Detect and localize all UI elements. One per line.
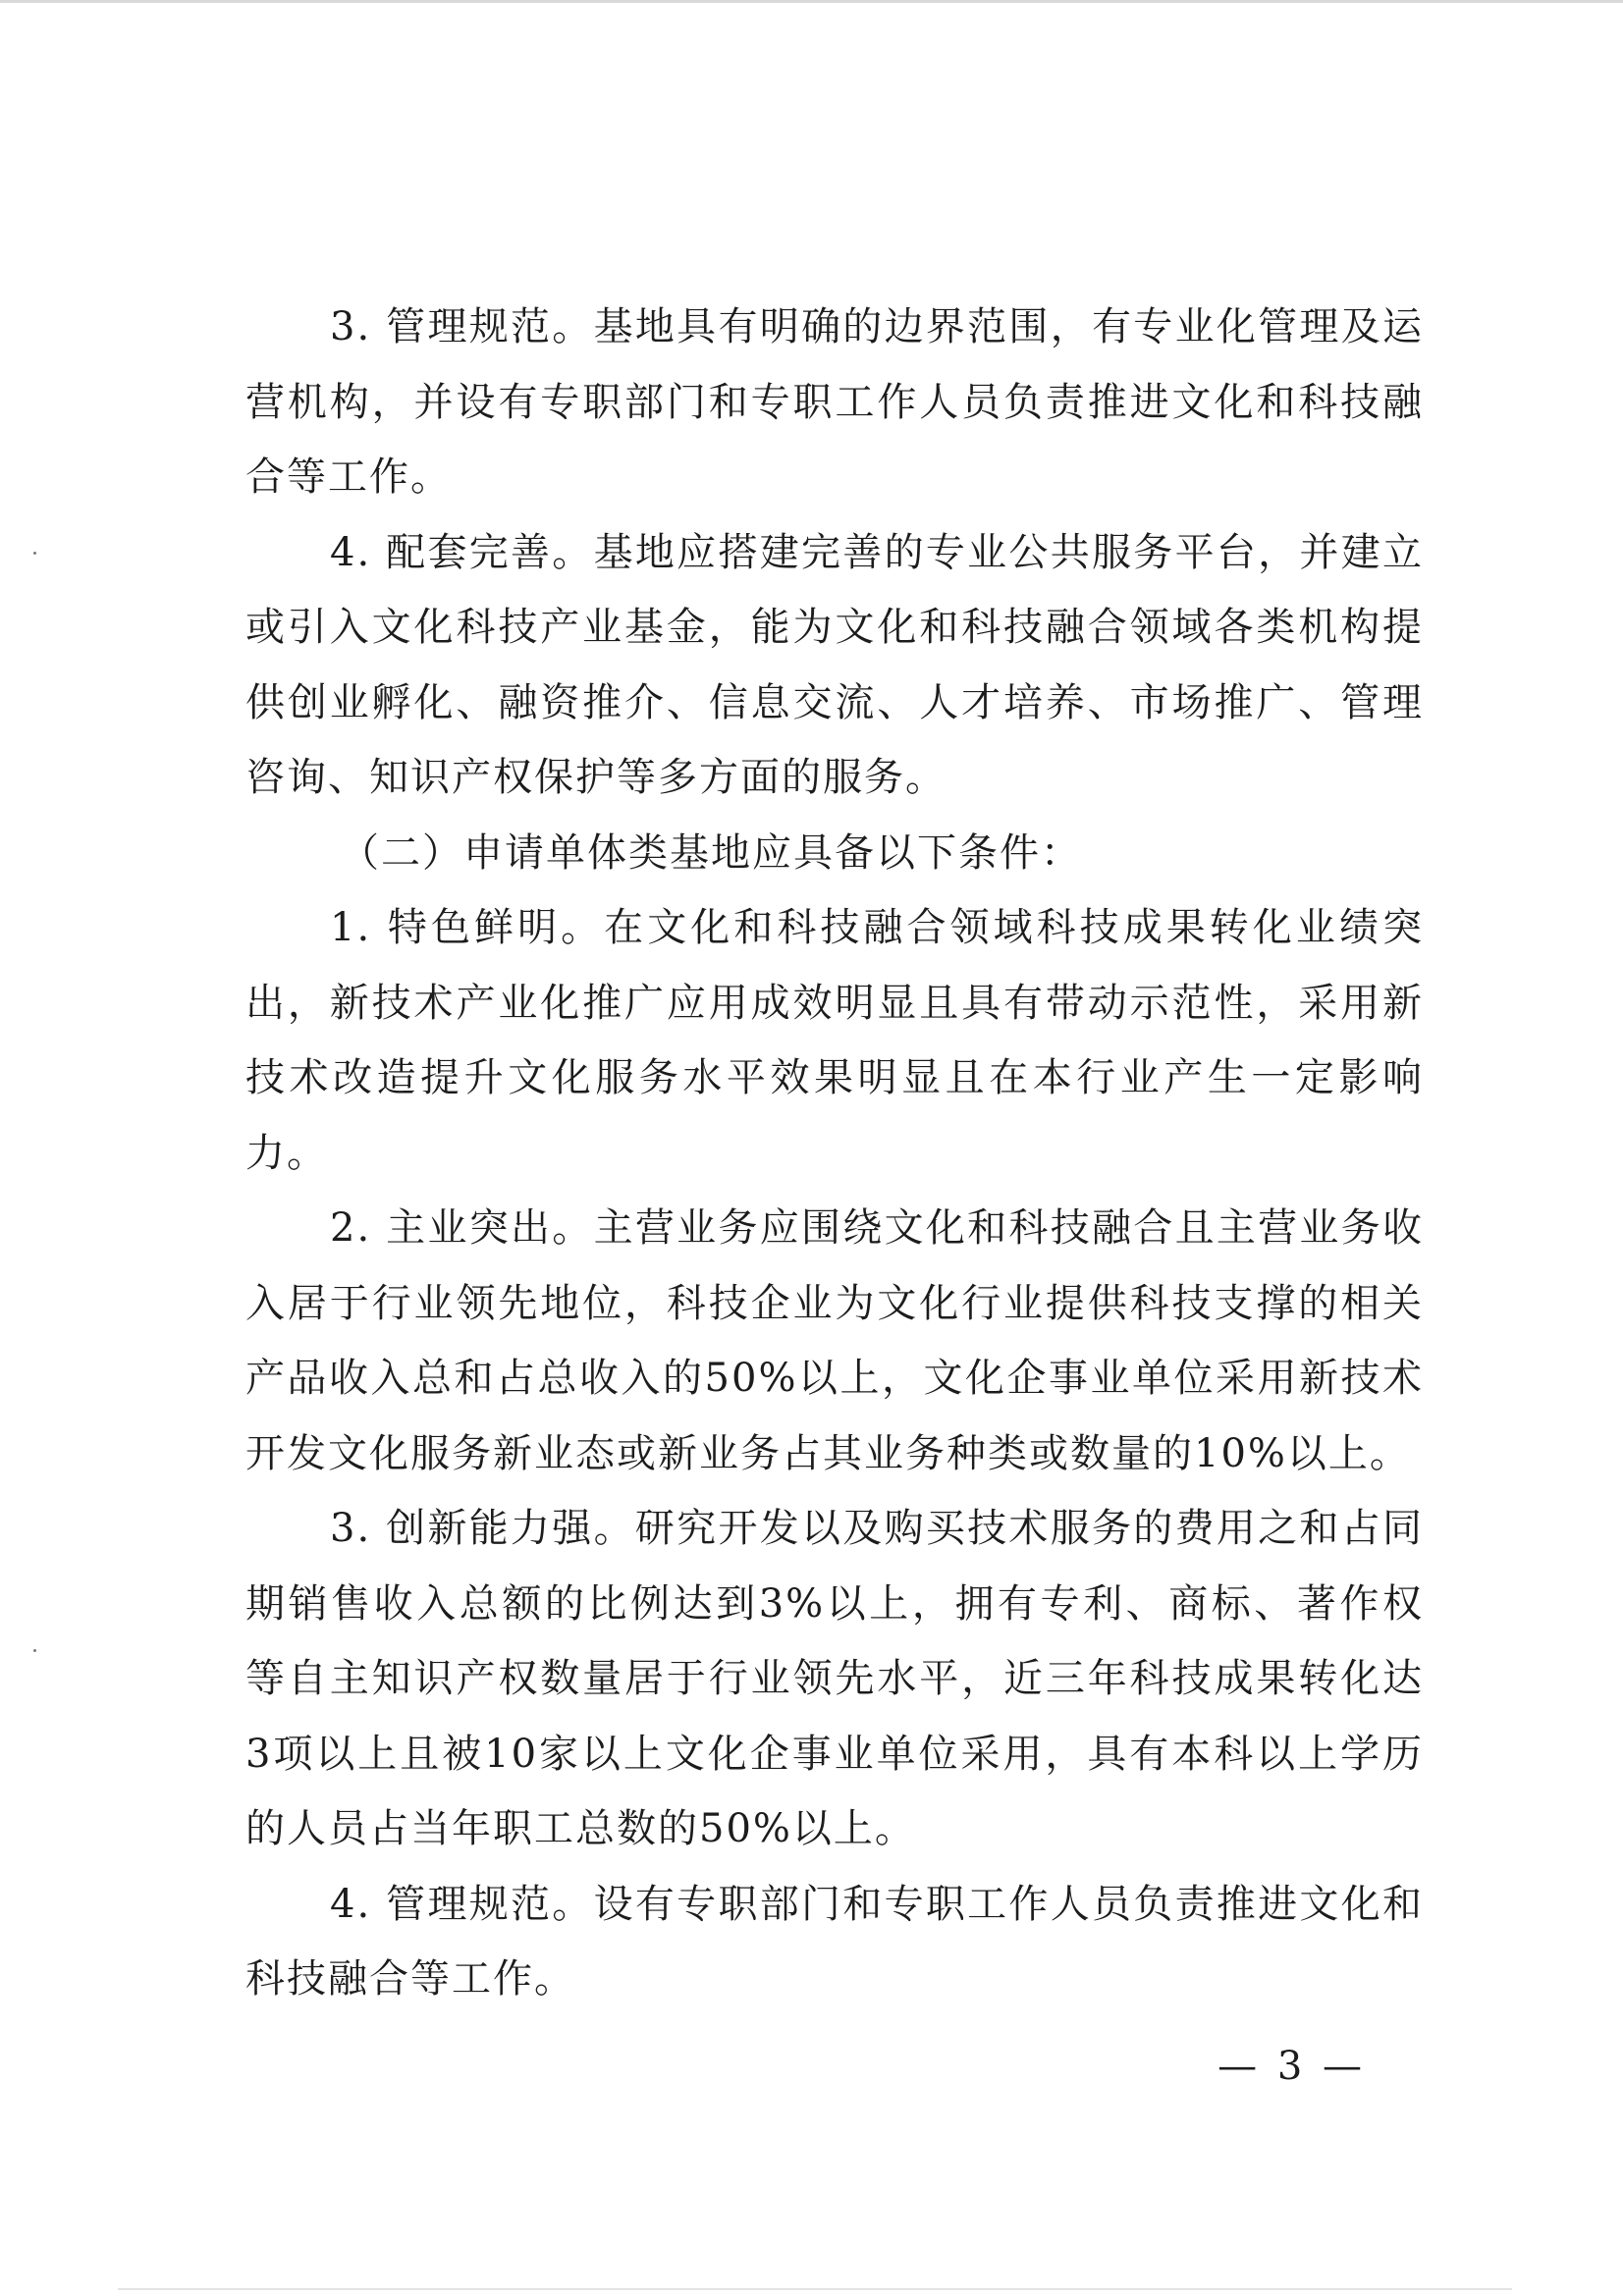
paragraph-innovation-capability: 3. 创新能力强。研究开发以及购买技术服务的费用之和占同期销售收入总额的比例达到3%以上，拥有专利、商标、著作权等自主知识产权数量居于行业领先水平，近三年科技成果转化达3项以上且被10家以上文化企事业单位采用，具有本科以上学历的人员占当年职工总数的50%以上。: [245, 1506, 1424, 1851]
section-heading-single-base: （二）申请单体类基地应具备以下条件：: [340, 829, 1082, 876]
scan-speck: [33, 552, 36, 555]
scan-bottom-edge: [118, 2288, 1512, 2290]
scan-speck: [33, 1649, 36, 1652]
paragraph-distinctive-features: 1. 特色鲜明。在文化和科技融合领域科技成果转化业绩突出，新技术产业化推广应用成效明显且具有带动示范性，采用新技术改造提升文化服务水平效果明显且在本行业产生一定影响力。: [245, 905, 1424, 1176]
paragraph-main-business: 2. 主业突出。主营业务应围绕文化和科技融合且主营业务收入居于行业领先地位，科技企业为文化行业提供科技支撑的相关产品收入总和占总收入的50%以上，文化企事业单位采用新技术开发文化服务新业态或新业务占其业务种类或数量的10%以上。: [245, 1205, 1424, 1476]
page-number: — 3 —: [1217, 2044, 1366, 2089]
document-body: [245, 290, 1424, 2017]
scan-top-edge: [0, 0, 1623, 3]
paragraph-management-standard-single: 4. 管理规范。设有专职部门和专职工作人员负责推进文化和科技融合等工作。: [245, 1881, 1424, 2002]
paragraph-supporting-facilities: 4. 配套完善。基地应搭建完善的专业公共服务平台，并建立或引入文化科技产业基金，能为文化和科技融合领域各类机构提供创业孵化、融资推介、信息交流、人才培养、市场推广、管理咨询、知识产权保护等多方面的服务。: [245, 529, 1424, 800]
paragraph-management-standard: 3. 管理规范。基地具有明确的边界范围，有专业化管理及运营机构，并设有专职部门和专职工作人员负责推进文化和科技融合等工作。: [245, 304, 1424, 500]
